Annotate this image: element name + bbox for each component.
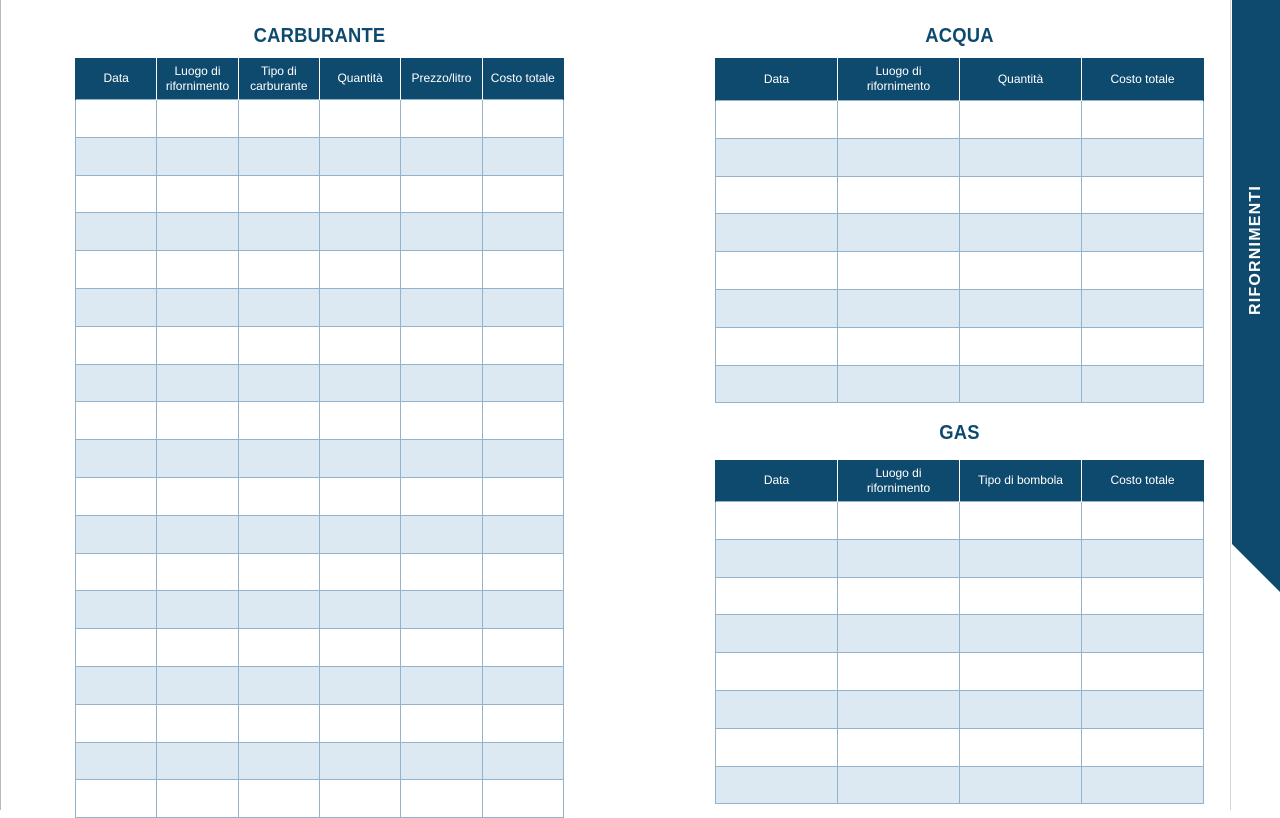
table-cell[interactable] bbox=[157, 553, 238, 591]
table-cell[interactable] bbox=[238, 666, 319, 704]
table-row bbox=[76, 100, 564, 138]
table-cell[interactable] bbox=[401, 100, 482, 138]
table-row bbox=[76, 742, 564, 780]
table-cell[interactable] bbox=[319, 780, 400, 818]
acqua-header-row bbox=[716, 58, 1204, 101]
table-cell[interactable] bbox=[960, 176, 1082, 214]
table-row bbox=[716, 214, 1204, 252]
table-cell[interactable] bbox=[401, 515, 482, 553]
table-cell[interactable] bbox=[482, 704, 563, 742]
table-cell[interactable] bbox=[401, 175, 482, 213]
table-cell[interactable] bbox=[838, 176, 960, 214]
table-cell[interactable] bbox=[76, 477, 157, 515]
table-cell[interactable] bbox=[238, 553, 319, 591]
table-cell[interactable] bbox=[482, 100, 563, 138]
table-cell[interactable] bbox=[482, 364, 563, 402]
table-cell[interactable] bbox=[838, 577, 960, 615]
table-cell[interactable] bbox=[1082, 690, 1204, 728]
table-cell[interactable] bbox=[1082, 289, 1204, 327]
table-cell[interactable] bbox=[238, 591, 319, 629]
table-cell[interactable] bbox=[319, 100, 400, 138]
table-cell[interactable] bbox=[716, 289, 838, 327]
table-row bbox=[76, 591, 564, 629]
table-cell[interactable] bbox=[716, 327, 838, 365]
table-cell[interactable] bbox=[76, 553, 157, 591]
table-cell[interactable] bbox=[319, 288, 400, 326]
table-cell[interactable] bbox=[960, 615, 1082, 653]
table-cell[interactable] bbox=[238, 440, 319, 478]
table-cell[interactable] bbox=[319, 364, 400, 402]
gas-header-2: Luogo di rifornimento bbox=[838, 460, 960, 502]
table-cell[interactable] bbox=[76, 629, 157, 667]
table-cell[interactable] bbox=[960, 766, 1082, 804]
table-cell[interactable] bbox=[960, 252, 1082, 290]
table-cell[interactable] bbox=[76, 440, 157, 478]
table-cell[interactable] bbox=[716, 615, 838, 653]
table-cell[interactable] bbox=[401, 326, 482, 364]
carburante-header-2: Luogo di rifornimento bbox=[157, 58, 238, 100]
page-edge-left bbox=[0, 0, 1, 810]
table-cell[interactable] bbox=[716, 101, 838, 139]
table-cell[interactable] bbox=[238, 477, 319, 515]
table-cell[interactable] bbox=[319, 175, 400, 213]
acqua-header-3: Quantità bbox=[960, 58, 1082, 101]
table-cell[interactable] bbox=[238, 100, 319, 138]
table-row bbox=[76, 553, 564, 591]
table-cell[interactable] bbox=[960, 502, 1082, 540]
table-cell[interactable] bbox=[76, 364, 157, 402]
table-cell[interactable] bbox=[482, 175, 563, 213]
table-row bbox=[76, 780, 564, 818]
table-cell[interactable] bbox=[716, 690, 838, 728]
table-cell[interactable] bbox=[238, 742, 319, 780]
table-cell[interactable] bbox=[716, 728, 838, 766]
table-cell[interactable] bbox=[838, 138, 960, 176]
table-row bbox=[76, 477, 564, 515]
table-cell[interactable] bbox=[482, 666, 563, 704]
table-cell[interactable] bbox=[157, 629, 238, 667]
table-cell[interactable] bbox=[319, 440, 400, 478]
table-cell[interactable] bbox=[716, 176, 838, 214]
table-cell[interactable] bbox=[157, 440, 238, 478]
table-cell[interactable] bbox=[157, 704, 238, 742]
table-cell[interactable] bbox=[319, 515, 400, 553]
table-cell[interactable] bbox=[238, 364, 319, 402]
table-cell[interactable] bbox=[157, 100, 238, 138]
table-row bbox=[76, 137, 564, 175]
table-cell[interactable] bbox=[76, 515, 157, 553]
table-cell[interactable] bbox=[838, 289, 960, 327]
table-cell[interactable] bbox=[960, 577, 1082, 615]
table-row bbox=[716, 766, 1204, 804]
table-cell[interactable] bbox=[482, 440, 563, 478]
table-cell[interactable] bbox=[1082, 327, 1204, 365]
table-cell[interactable] bbox=[76, 780, 157, 818]
table-cell[interactable] bbox=[401, 402, 482, 440]
table-cell[interactable] bbox=[1082, 214, 1204, 252]
table-cell[interactable] bbox=[238, 326, 319, 364]
carburante-header-5: Prezzo/litro bbox=[401, 58, 482, 100]
table-row bbox=[716, 101, 1204, 139]
table-row bbox=[716, 138, 1204, 176]
page-edge-right bbox=[1230, 0, 1231, 810]
side-tab-label: RIFORNIMENTI bbox=[1247, 185, 1264, 315]
table-cell[interactable] bbox=[319, 213, 400, 251]
table-cell[interactable] bbox=[1082, 653, 1204, 691]
table-cell[interactable] bbox=[1082, 766, 1204, 804]
table-cell[interactable] bbox=[319, 704, 400, 742]
table-cell[interactable] bbox=[319, 402, 400, 440]
table-cell[interactable] bbox=[401, 666, 482, 704]
table-cell[interactable] bbox=[716, 138, 838, 176]
table-row bbox=[716, 615, 1204, 653]
table-cell[interactable] bbox=[960, 653, 1082, 691]
table-cell[interactable] bbox=[960, 690, 1082, 728]
table-cell[interactable] bbox=[76, 137, 157, 175]
table-cell[interactable] bbox=[482, 288, 563, 326]
acqua-title: ACQUA bbox=[925, 25, 994, 47]
table-cell[interactable] bbox=[238, 704, 319, 742]
table-cell[interactable] bbox=[76, 704, 157, 742]
table-row bbox=[716, 653, 1204, 691]
table-cell[interactable] bbox=[838, 214, 960, 252]
table-cell[interactable] bbox=[157, 137, 238, 175]
table-cell[interactable] bbox=[482, 402, 563, 440]
table-row bbox=[76, 288, 564, 326]
table-cell[interactable] bbox=[157, 326, 238, 364]
table-cell[interactable] bbox=[157, 364, 238, 402]
table-row bbox=[716, 502, 1204, 540]
table-cell[interactable] bbox=[960, 214, 1082, 252]
table-cell[interactable] bbox=[1082, 615, 1204, 653]
table-cell[interactable] bbox=[319, 251, 400, 289]
table-cell[interactable] bbox=[157, 666, 238, 704]
table-row bbox=[76, 515, 564, 553]
table-cell[interactable] bbox=[838, 101, 960, 139]
carburante-title: CARBURANTE bbox=[253, 25, 386, 47]
table-cell[interactable] bbox=[319, 477, 400, 515]
table-row bbox=[76, 175, 564, 213]
table-cell[interactable] bbox=[76, 402, 157, 440]
table-cell[interactable] bbox=[838, 502, 960, 540]
acqua-header-2: Luogo di rifornimento bbox=[838, 58, 960, 101]
table-cell[interactable] bbox=[960, 539, 1082, 577]
table-cell[interactable] bbox=[319, 137, 400, 175]
table-row bbox=[76, 251, 564, 289]
table-cell[interactable] bbox=[1082, 539, 1204, 577]
table-cell[interactable] bbox=[960, 327, 1082, 365]
table-cell[interactable] bbox=[716, 365, 838, 403]
table-cell[interactable] bbox=[76, 251, 157, 289]
table-cell[interactable] bbox=[838, 653, 960, 691]
table-row bbox=[716, 176, 1204, 214]
table-cell[interactable] bbox=[960, 138, 1082, 176]
table-row bbox=[716, 365, 1204, 403]
carburante-header-3: Tipo di carburante bbox=[238, 58, 319, 100]
table-cell[interactable] bbox=[319, 742, 400, 780]
acqua-header-4: Costo totale bbox=[1082, 58, 1204, 101]
table-cell[interactable] bbox=[1082, 176, 1204, 214]
table-cell[interactable] bbox=[1082, 138, 1204, 176]
table-cell[interactable] bbox=[238, 175, 319, 213]
table-cell[interactable] bbox=[482, 251, 563, 289]
table-cell[interactable] bbox=[716, 653, 838, 691]
table-cell[interactable] bbox=[238, 251, 319, 289]
table-row bbox=[76, 364, 564, 402]
table-cell[interactable] bbox=[157, 402, 238, 440]
acqua-table bbox=[715, 58, 1204, 403]
table-cell[interactable] bbox=[76, 175, 157, 213]
table-cell[interactable] bbox=[960, 365, 1082, 403]
table-cell[interactable] bbox=[960, 289, 1082, 327]
table-cell[interactable] bbox=[482, 742, 563, 780]
table-cell[interactable] bbox=[157, 175, 238, 213]
table-cell[interactable] bbox=[319, 629, 400, 667]
table-cell[interactable] bbox=[716, 502, 838, 540]
table-cell[interactable] bbox=[838, 615, 960, 653]
table-cell[interactable] bbox=[238, 288, 319, 326]
table-cell[interactable] bbox=[401, 251, 482, 289]
carburante-table bbox=[75, 58, 564, 818]
table-cell[interactable] bbox=[838, 539, 960, 577]
table-cell[interactable] bbox=[716, 577, 838, 615]
table-cell[interactable] bbox=[960, 728, 1082, 766]
table-row bbox=[76, 402, 564, 440]
table-cell[interactable] bbox=[401, 477, 482, 515]
table-cell[interactable] bbox=[1082, 252, 1204, 290]
table-cell[interactable] bbox=[157, 780, 238, 818]
table-cell[interactable] bbox=[76, 742, 157, 780]
table-cell[interactable] bbox=[1082, 101, 1204, 139]
table-cell[interactable] bbox=[238, 780, 319, 818]
table-cell[interactable] bbox=[482, 137, 563, 175]
table-cell[interactable] bbox=[157, 515, 238, 553]
table-cell[interactable] bbox=[838, 365, 960, 403]
gas-table bbox=[715, 460, 1204, 804]
table-cell[interactable] bbox=[157, 251, 238, 289]
table-cell[interactable] bbox=[838, 766, 960, 804]
table-cell[interactable] bbox=[401, 213, 482, 251]
table-cell[interactable] bbox=[716, 252, 838, 290]
carburante-header-4: Quantità bbox=[319, 58, 400, 100]
table-cell[interactable] bbox=[401, 742, 482, 780]
table-cell[interactable] bbox=[238, 629, 319, 667]
table-row bbox=[76, 629, 564, 667]
table-row bbox=[716, 728, 1204, 766]
table-row bbox=[76, 326, 564, 364]
table-cell[interactable] bbox=[482, 629, 563, 667]
table-cell[interactable] bbox=[401, 288, 482, 326]
table-cell[interactable] bbox=[401, 591, 482, 629]
table-cell[interactable] bbox=[482, 213, 563, 251]
table-cell[interactable] bbox=[401, 704, 482, 742]
table-cell[interactable] bbox=[482, 591, 563, 629]
gas-header-row bbox=[716, 460, 1204, 502]
table-cell[interactable] bbox=[76, 666, 157, 704]
table-cell[interactable] bbox=[1082, 365, 1204, 403]
table-cell[interactable] bbox=[238, 515, 319, 553]
table-cell[interactable] bbox=[157, 477, 238, 515]
table-cell[interactable] bbox=[482, 515, 563, 553]
gas-header-4: Costo totale bbox=[1082, 460, 1204, 502]
table-cell[interactable] bbox=[401, 629, 482, 667]
gas-header-3: Tipo di bombola bbox=[960, 460, 1082, 502]
table-cell[interactable] bbox=[482, 477, 563, 515]
table-cell[interactable] bbox=[76, 326, 157, 364]
table-cell[interactable] bbox=[838, 252, 960, 290]
table-cell[interactable] bbox=[157, 288, 238, 326]
acqua-header-1: Data bbox=[716, 58, 838, 101]
table-cell[interactable] bbox=[401, 780, 482, 818]
carburante-header-6: Costo totale bbox=[482, 58, 563, 100]
table-cell[interactable] bbox=[838, 327, 960, 365]
table-cell[interactable] bbox=[76, 213, 157, 251]
table-cell[interactable] bbox=[401, 137, 482, 175]
table-cell[interactable] bbox=[76, 591, 157, 629]
table-cell[interactable] bbox=[838, 728, 960, 766]
table-cell[interactable] bbox=[716, 766, 838, 804]
table-row bbox=[76, 666, 564, 704]
table-cell[interactable] bbox=[482, 553, 563, 591]
table-cell[interactable] bbox=[319, 666, 400, 704]
table-cell[interactable] bbox=[482, 780, 563, 818]
table-row bbox=[76, 704, 564, 742]
table-cell[interactable] bbox=[157, 742, 238, 780]
table-cell[interactable] bbox=[401, 364, 482, 402]
carburante-header-row bbox=[76, 58, 564, 100]
table-row bbox=[716, 289, 1204, 327]
table-cell[interactable] bbox=[157, 213, 238, 251]
table-cell[interactable] bbox=[1082, 502, 1204, 540]
table-cell[interactable] bbox=[76, 100, 157, 138]
table-cell[interactable] bbox=[838, 690, 960, 728]
table-cell[interactable] bbox=[960, 101, 1082, 139]
table-cell[interactable] bbox=[319, 326, 400, 364]
table-cell[interactable] bbox=[716, 214, 838, 252]
carburante-header-1: Data bbox=[76, 58, 157, 100]
table-cell[interactable] bbox=[157, 591, 238, 629]
table-cell[interactable] bbox=[716, 539, 838, 577]
table-cell[interactable] bbox=[238, 137, 319, 175]
table-cell[interactable] bbox=[319, 553, 400, 591]
table-cell[interactable] bbox=[401, 553, 482, 591]
table-row bbox=[716, 539, 1204, 577]
table-row bbox=[76, 440, 564, 478]
table-cell[interactable] bbox=[1082, 577, 1204, 615]
table-cell[interactable] bbox=[1082, 728, 1204, 766]
table-row bbox=[76, 213, 564, 251]
table-row bbox=[716, 690, 1204, 728]
table-cell[interactable] bbox=[319, 591, 400, 629]
table-cell[interactable] bbox=[238, 402, 319, 440]
table-row bbox=[716, 327, 1204, 365]
gas-header-1: Data bbox=[716, 460, 838, 502]
table-cell[interactable] bbox=[401, 440, 482, 478]
table-row bbox=[716, 577, 1204, 615]
table-cell[interactable] bbox=[482, 326, 563, 364]
table-row bbox=[716, 252, 1204, 290]
table-cell[interactable] bbox=[76, 288, 157, 326]
gas-title: GAS bbox=[939, 422, 980, 444]
table-cell[interactable] bbox=[238, 213, 319, 251]
